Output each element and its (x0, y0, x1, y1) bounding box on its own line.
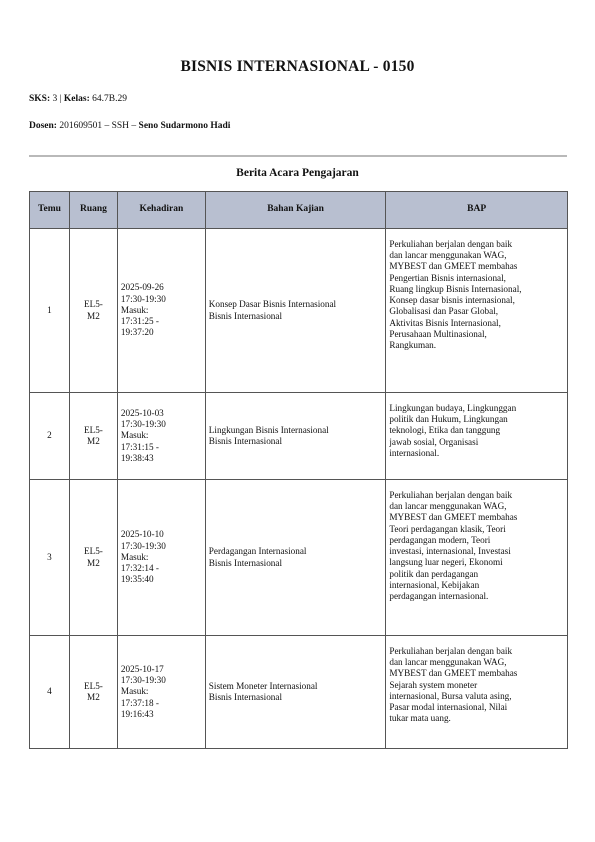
lecturer-meta (29, 121, 230, 131)
cell-kehadiran (117, 229, 205, 393)
ruang-line: EL5- (83, 424, 103, 435)
bap-line: Perkuliahan berjalan dengan baik (389, 646, 513, 656)
cell-bap (386, 229, 568, 393)
cell-kehadiran (117, 480, 205, 636)
cell-bap (386, 393, 568, 480)
cell-ruang (69, 636, 117, 749)
kehadiran-line: 2025-09-26 (120, 282, 164, 293)
kehadiran-line: 17:31:15 - (120, 441, 159, 452)
ruang-line: M2 (87, 310, 100, 321)
cell-temu: 1 (30, 229, 70, 393)
table-row (30, 480, 568, 636)
kehadiran-line: 17:30-19:30 (120, 540, 166, 551)
bahan-line: Bisnis Internasional (208, 692, 283, 702)
bap-line: dan lancar menggunakan WAG, (389, 250, 507, 261)
page-title: BISNIS INTERNASIONAL - 0150 (180, 58, 415, 75)
bap-table (29, 191, 568, 749)
kehadiran-line: 17:37:18 - (120, 697, 159, 708)
ruang-line: M2 (87, 436, 100, 446)
ruang-line: EL5- (83, 299, 103, 310)
kehadiran-line: Masuk: (120, 430, 149, 441)
kehadiran-line: 19:37:20 (120, 327, 154, 338)
sks-label: SKS: (29, 94, 51, 104)
kehadiran-line: Masuk: (120, 551, 149, 562)
kehadiran-line: 19:16:43 (120, 708, 154, 719)
cell-ruang (69, 393, 117, 480)
bap-line: internasional. (389, 447, 440, 458)
table-row (30, 393, 568, 480)
bap-line: perdagangan internasional. (389, 590, 489, 601)
meta-separator: | (59, 94, 62, 104)
ruang-line: EL5- (83, 546, 103, 557)
bap-line: Rangkuman. (389, 339, 437, 350)
cell-bap (386, 636, 568, 749)
kehadiran-line: 2025-10-17 (120, 663, 164, 674)
kehadiran-line: 19:38:43 (120, 452, 154, 463)
cell-bahan-kajian (205, 229, 386, 393)
course-meta (29, 94, 127, 104)
bap-line: Aktivitas Bisnis Internasional, (389, 317, 501, 328)
kehadiran-line: 19:35:40 (120, 574, 154, 585)
table-body (30, 229, 568, 749)
dosen-name: Seno Sudarmono Hadi (138, 121, 231, 131)
cell-bahan-kajian (205, 636, 386, 749)
kehadiran-line: 2025-10-10 (120, 529, 164, 540)
divider (29, 155, 567, 157)
bap-line: investasi, internasional, Investasi (389, 546, 511, 557)
cell-bahan-kajian (205, 393, 386, 480)
table-header-row (30, 192, 568, 229)
header-ruang: Ruang (69, 192, 117, 229)
bap-line: dan lancar menggunakan WAG, (389, 657, 507, 668)
sks-value: 3 (52, 94, 58, 104)
kelas-label: Kelas: (63, 94, 90, 104)
kehadiran-line: 17:32:14 - (120, 563, 159, 574)
bahan-line: Konsep Dasar Bisnis Internasional (208, 299, 337, 310)
bap-line: internasional, Kebijakan (389, 579, 480, 590)
bap-line: teknologi, Etika dan tanggung (389, 425, 501, 436)
bap-line: langsung luar negeri, Ekonomi (389, 557, 503, 568)
cell-bap (386, 480, 568, 636)
ruang-line: EL5- (83, 680, 103, 691)
table-row (30, 636, 568, 749)
bap-line: jawab sosial, Organisasi (389, 436, 479, 447)
cell-temu: 3 (30, 480, 70, 636)
bap-line: Ruang lingkup Bisnis Internasional, (389, 283, 522, 294)
bap-line: MYBEST dan GMEET membahas (389, 261, 518, 272)
kehadiran-line: 17:30-19:30 (120, 293, 166, 304)
kelas-value: 64.7B.29 (92, 94, 127, 104)
cell-kehadiran (117, 393, 205, 480)
header-bap: BAP (386, 192, 568, 229)
bap-line: Teori perdagangan klasik, Teori (389, 523, 506, 534)
bap-line: internasional, Bursa valuta asing, (389, 690, 512, 701)
header-bahan-kajian: Bahan Kajian (205, 192, 386, 229)
bap-line: Perkuliahan berjalan dengan baik (389, 490, 513, 500)
ruang-line: M2 (87, 692, 100, 702)
kehadiran-line: Masuk: (120, 304, 149, 315)
bap-line: Pasar modal internasional, Nilai (389, 702, 508, 713)
kehadiran-line: 17:30-19:30 (120, 419, 166, 430)
cell-ruang (69, 480, 117, 636)
cell-ruang (69, 229, 117, 393)
cell-temu: 4 (30, 636, 70, 749)
dosen-id: 201609501 – SSH – (59, 121, 137, 131)
bap-line: Perkuliahan berjalan dengan baik (389, 239, 513, 249)
kehadiran-line: 17:30-19:30 (120, 675, 166, 686)
bap-line: Konsep dasar bisnis internasional, (389, 295, 515, 306)
section-title: Berita Acara Pengajaran (236, 167, 359, 179)
ruang-line: M2 (87, 557, 100, 568)
bap-line: politik dan Hukum, Lingkungan (389, 414, 508, 425)
bap-line: MYBEST dan GMEET membahas (389, 512, 518, 523)
bap-line: Globalisasi dan Pasar Global, (389, 306, 499, 317)
bahan-line: Bisnis Internasional (208, 557, 283, 568)
bahan-line: Bisnis Internasional (208, 310, 283, 321)
cell-temu: 2 (30, 393, 70, 480)
kehadiran-line: 2025-10-03 (120, 407, 164, 418)
bap-line: Pengertian Bisnis internasional, (389, 272, 506, 283)
cell-bahan-kajian (205, 480, 386, 636)
bap-line: tukar mata uang. (389, 713, 451, 724)
bap-line: MYBEST dan GMEET membahas (389, 668, 518, 679)
cell-kehadiran (117, 636, 205, 749)
table-row (30, 229, 568, 393)
bahan-line: Sistem Moneter Internasional (208, 680, 318, 691)
bap-line: Perusahaan Multinasional, (389, 328, 487, 339)
bap-line: Sejarah system moneter (389, 679, 478, 690)
header-temu: Temu (30, 192, 70, 229)
bahan-line: Bisnis Internasional (208, 436, 283, 446)
bahan-line: Perdagangan Internasional (208, 546, 307, 557)
dosen-label: Dosen: (29, 121, 57, 131)
header-kehadiran: Kehadiran (117, 192, 205, 229)
bap-line: politik dan perdagangan (389, 568, 479, 579)
bahan-line: Lingkungan Bisnis Internasional (208, 424, 329, 435)
bap-line: dan lancar menggunakan WAG, (389, 501, 507, 512)
kehadiran-line: 17:31:25 - (120, 316, 159, 327)
bap-line: Lingkungan budaya, Lingkunggan (389, 403, 517, 413)
kehadiran-line: Masuk: (120, 686, 149, 697)
bap-line: perdagangan modern, Teori (389, 534, 491, 545)
